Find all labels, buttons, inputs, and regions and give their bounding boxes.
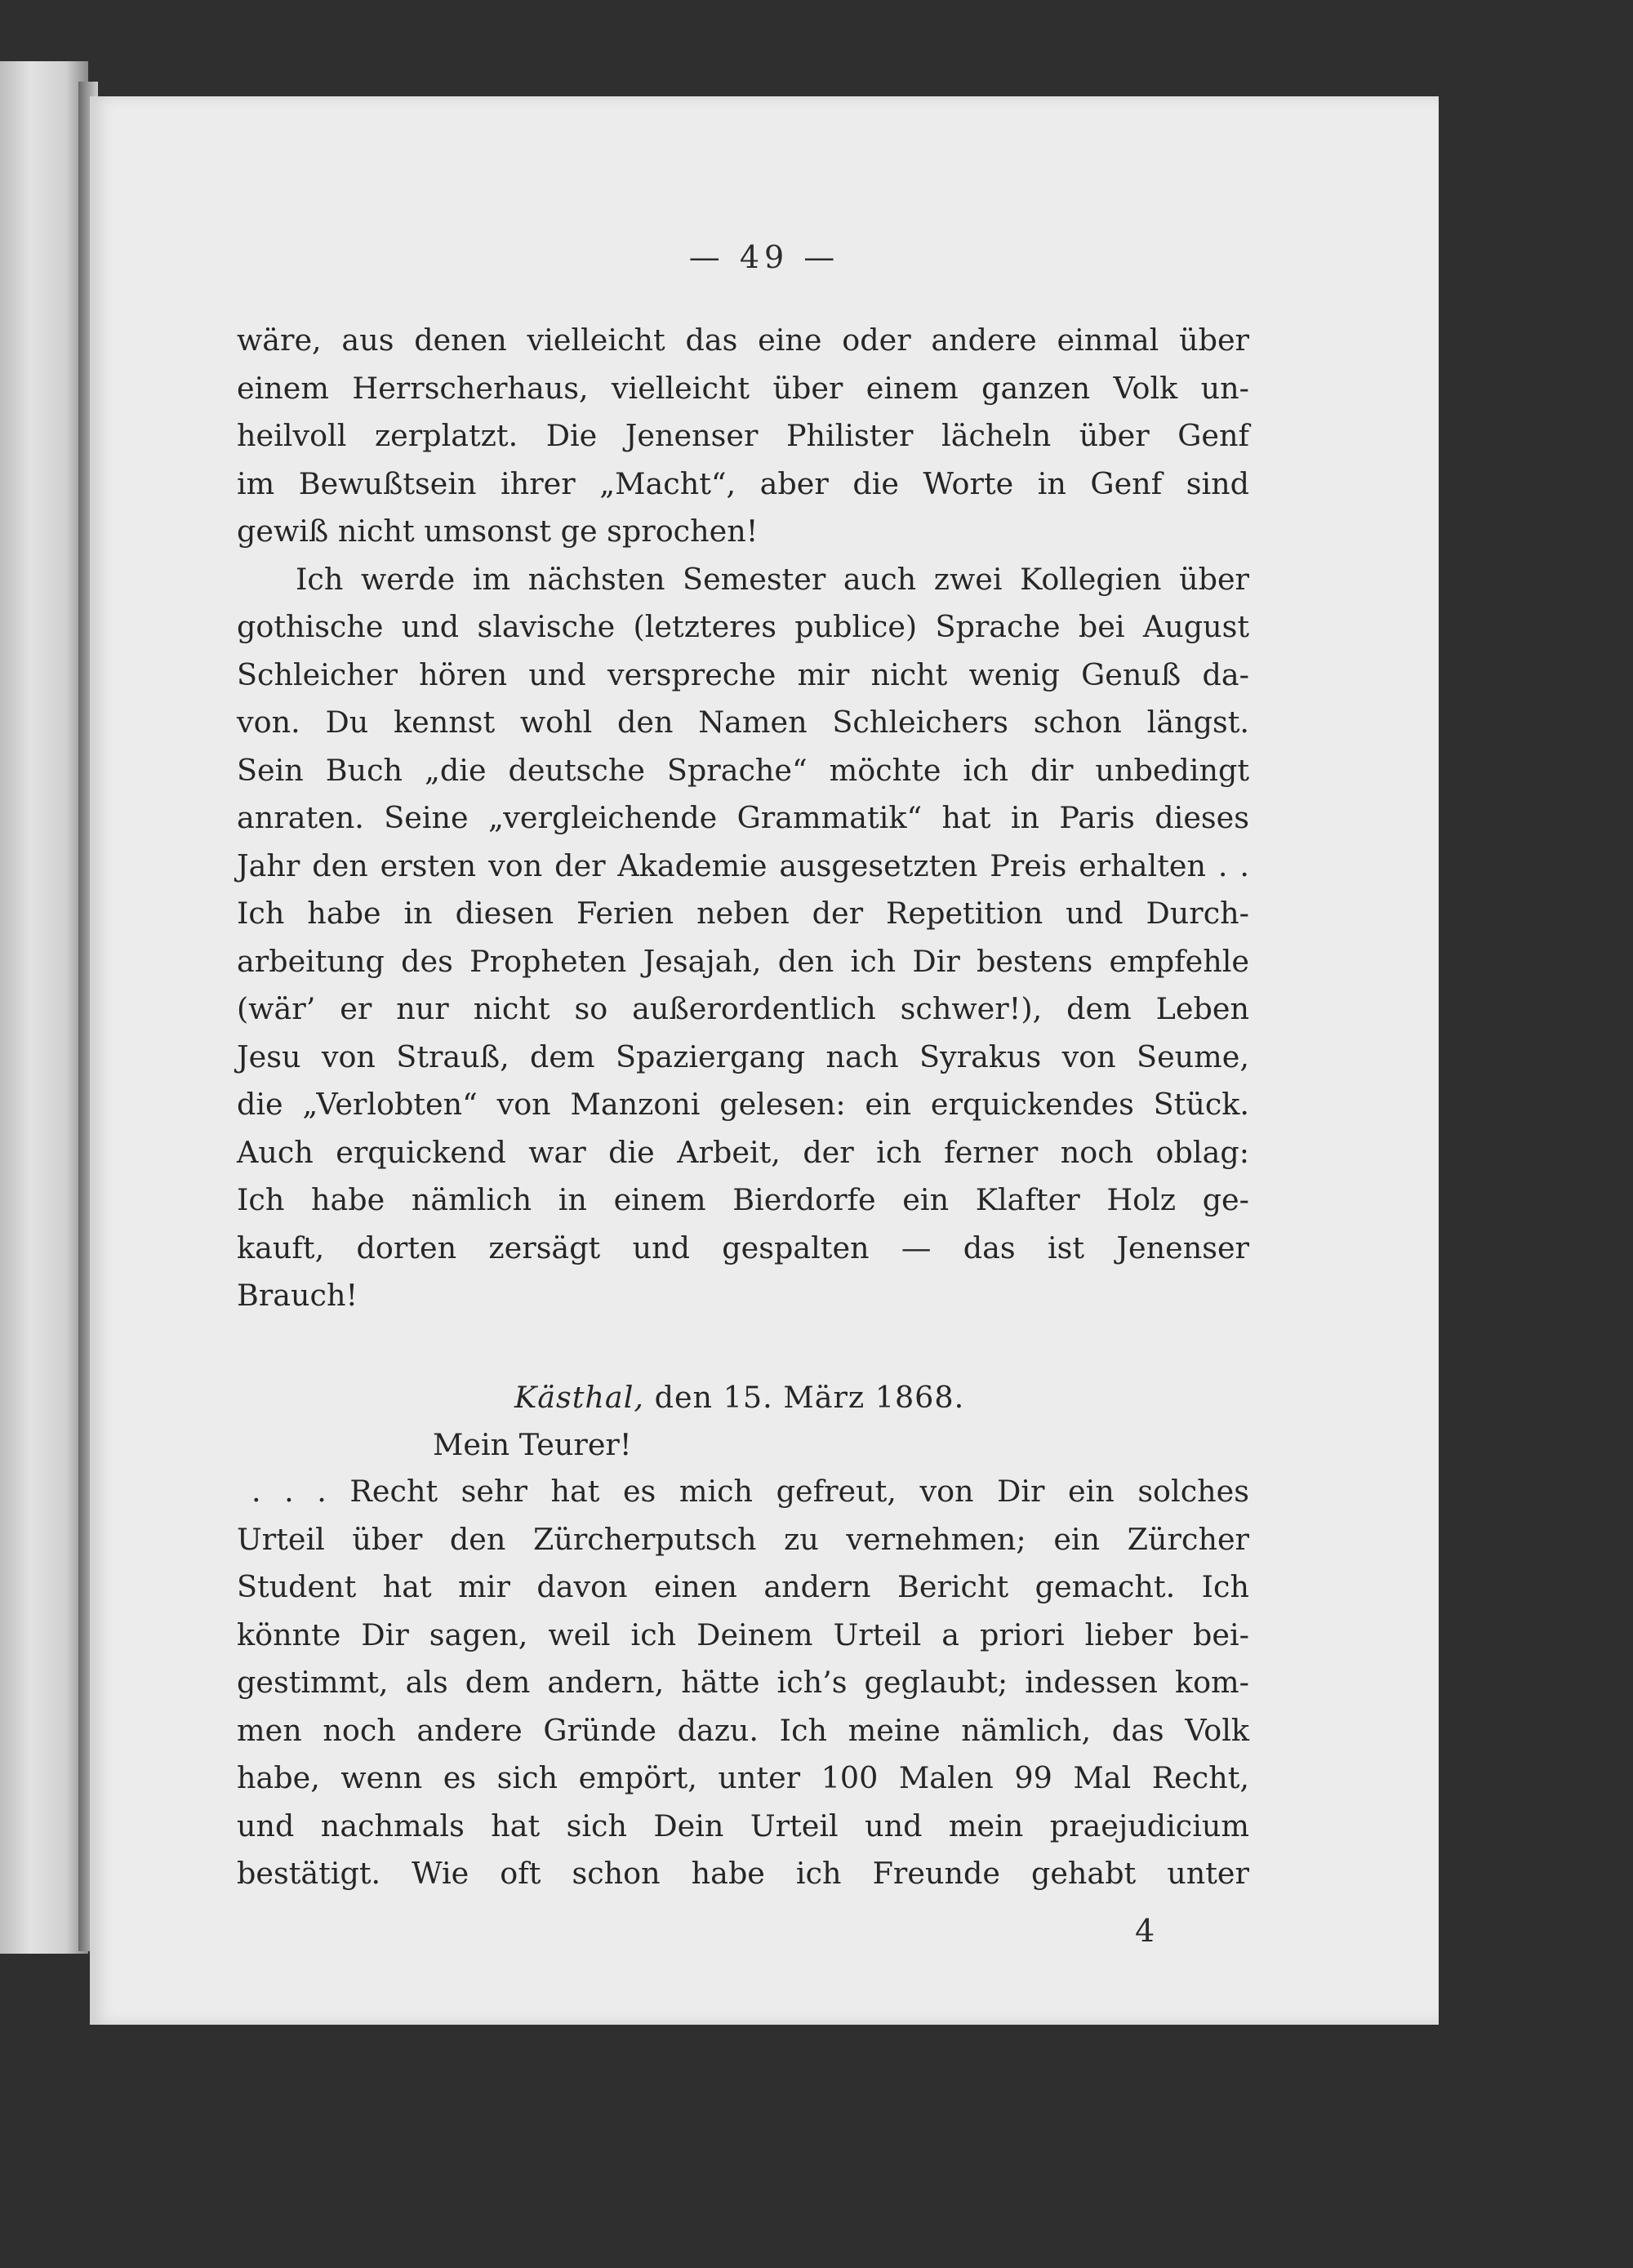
text-line: heilvoll zerplatzt. Die Jenenser Philister lächeln über Genf	[237, 418, 1249, 453]
text-line: kauft, dorten zersägt und gespalten — das ist Jenenser	[237, 1230, 1249, 1265]
text-line: könnte Dir sagen, weil ich Deinem Urteil a priori lieber bei-	[237, 1617, 1249, 1652]
text-line: bestätigt. Wie oft schon habe ich Freunde gehabt unter	[237, 1856, 1249, 1891]
text-line: Auch erquickend war die Arbeit, der ich ferner noch oblag:	[237, 1134, 1249, 1170]
text-line: Ich habe in diesen Ferien neben der Repetition und Durch-	[237, 896, 1249, 931]
main-text-lower	[237, 1468, 1249, 1898]
text-line: wäre, aus denen vielleicht das eine oder andere einmal über	[237, 322, 1249, 358]
letter-dateline	[514, 1380, 964, 1415]
book-page	[90, 96, 1439, 2025]
text-line: . . . Recht sehr hat es mich gefreut, von Dir ein solches	[251, 1474, 1249, 1509]
text-line: einem Herrscherhaus, vielleicht über einem ganzen Volk un-	[237, 370, 1249, 406]
main-text-upper	[237, 317, 1249, 1320]
text-line: Schleicher hören und verspreche mir nicht wenig Genuß da-	[237, 656, 1249, 692]
letter-salutation: Mein Teurer!	[433, 1427, 632, 1462]
text-line: gothische und slavische (letzteres publice) Sprache bei August	[237, 609, 1249, 644]
text-line: Sein Buch „die deutsche Sprache“ möchte ich dir unbedingt	[237, 752, 1249, 788]
text-line: anraten. Seine „vergleichende Grammatik“ hat in Paris dieses	[237, 800, 1249, 835]
text-line: habe, wenn es sich empört, unter 100 Malen 99 Mal Recht,	[237, 1760, 1249, 1795]
printer-signature-mark: 4	[1135, 1913, 1155, 1949]
text-line: im Bewußtsein ihrer „Macht“, aber die Worte in Genf sind	[237, 465, 1249, 501]
page-number: — 49 —	[688, 239, 840, 275]
text-line: men noch andere Gründe dazu. Ich meine nämlich, das Volk	[237, 1712, 1249, 1748]
text-line: die „Verlobten“ von Manzoni gelesen: ein erquickendes Stück.	[237, 1087, 1249, 1122]
previous-page-edge	[0, 61, 88, 1954]
text-line: gewiß nicht umsonst ge sprochen!	[237, 514, 759, 549]
text-line: Urteil über den Zürcherputsch zu vernehmen; ein Zürcher	[237, 1521, 1249, 1557]
text-line: Jesu von Strauß, dem Spaziergang nach Syrakus von Seume,	[237, 1038, 1249, 1074]
text-line: Ich habe nämlich in einem Bierdorfe ein Klafter Holz ge-	[237, 1182, 1249, 1217]
text-line: (wär’ er nur nicht so außerordentlich schwer!), dem Leben	[237, 991, 1249, 1026]
text-line: Student hat mir davon einen andern Bericht gemacht. Ich	[237, 1569, 1249, 1604]
text-line: von. Du kennst wohl den Namen Schleichers schon längst.	[237, 705, 1249, 740]
text-line: Jahr den ersten von der Akademie ausgesetzten Preis erhalten . .	[237, 847, 1249, 883]
letter-place: Kästhal,	[514, 1380, 644, 1415]
text-line: und nachmals hat sich Dein Urteil und mein praejudicium	[237, 1808, 1249, 1843]
text-line: Brauch!	[237, 1278, 358, 1313]
text-line: arbeitung des Propheten Jesajah, den ich Dir bestens empfehle	[237, 943, 1249, 979]
text-line: gestimmt, als dem andern, hätte ich’s geglaubt; indessen kom-	[237, 1665, 1249, 1700]
text-line: Ich werde im nächsten Semester auch zwei Kollegien über	[296, 561, 1249, 597]
letter-date: den 15. März 1868.	[654, 1380, 965, 1415]
